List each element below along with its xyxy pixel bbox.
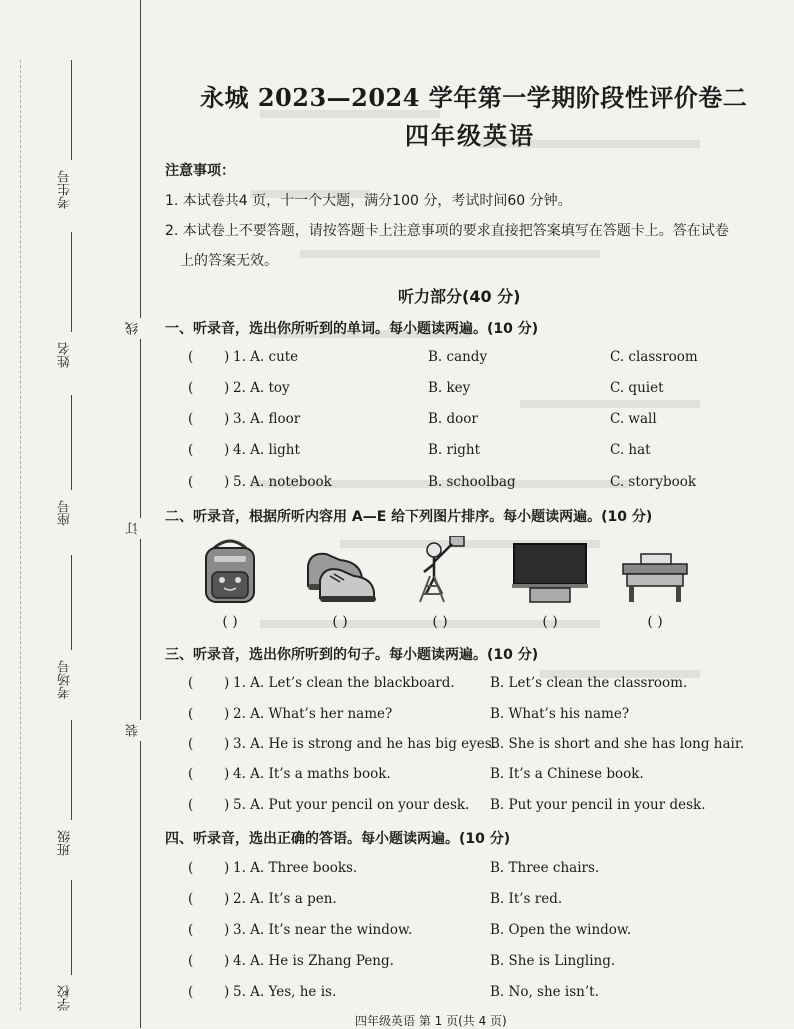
question-row	[188, 675, 788, 695]
option-a: 3. A. floor	[233, 411, 301, 427]
option-c: C. quiet	[610, 380, 664, 396]
answer-paren-close: )	[224, 411, 230, 427]
picture-row	[190, 536, 690, 636]
option-b: B. No, she isn’t.	[490, 984, 599, 1000]
option-a: 2. A. What’s her name?	[233, 706, 393, 722]
answer-paren-open[interactable]: (	[188, 706, 194, 722]
option-c: C. hat	[610, 442, 651, 458]
binding-mark-order: 订	[124, 518, 143, 539]
question-row	[188, 984, 788, 1004]
answer-paren-open[interactable]: (	[188, 984, 194, 1000]
option-a: 4. A. It’s a maths book.	[233, 766, 391, 782]
answer-paren-close: )	[224, 474, 230, 490]
option-a: 5. A. Yes, he is.	[233, 984, 337, 1000]
picture-answer-paren[interactable]: ( )	[432, 614, 448, 630]
option-a: 4. A. He is Zhang Peng.	[233, 953, 394, 969]
answer-paren-open[interactable]: (	[188, 411, 194, 427]
answer-paren-open[interactable]: (	[188, 766, 194, 782]
margin-guide-line	[20, 60, 21, 1010]
exam-subtitle: 四年级英语	[405, 122, 535, 150]
schoolbag-picture	[190, 536, 270, 604]
answer-paren-close: )	[224, 675, 230, 691]
answer-paren-open[interactable]: (	[188, 474, 194, 490]
shoes-picture	[300, 536, 380, 604]
answer-paren-open[interactable]: (	[188, 953, 194, 969]
exam-number-field[interactable]	[71, 60, 72, 160]
blackboard-picture	[510, 536, 590, 604]
answer-paren-close: )	[224, 736, 230, 752]
option-b: B. key	[428, 380, 471, 396]
answer-paren-open[interactable]: (	[188, 922, 194, 938]
answer-paren-close: )	[224, 891, 230, 907]
question-row	[188, 891, 788, 911]
binding-line	[140, 0, 141, 1028]
question-row	[188, 922, 788, 942]
option-a: 1. A. Let’s clean the blackboard.	[233, 675, 455, 691]
answer-paren-open[interactable]: (	[188, 891, 194, 907]
answer-paren-close: )	[224, 953, 230, 969]
exam-title: 永城 2023—2024 学年第一学期阶段性评价卷二	[200, 83, 748, 112]
answer-paren-close: )	[224, 860, 230, 876]
answer-paren-open[interactable]: (	[188, 797, 194, 813]
answer-paren-close: )	[224, 797, 230, 813]
picture-answer-paren[interactable]: ( )	[222, 614, 238, 630]
exam-number-label: 考生号	[58, 170, 73, 209]
option-b: B. right	[428, 442, 481, 458]
answer-paren-close: )	[224, 380, 230, 396]
seat-number-field[interactable]	[71, 395, 72, 490]
note-item: 上的答案无效。	[180, 253, 278, 269]
option-b: B. What’s his name?	[490, 706, 630, 722]
notes-heading: 注意事项：	[165, 163, 235, 179]
answer-paren-close: )	[224, 349, 230, 365]
name-label: 姓名	[58, 342, 73, 368]
question-row	[188, 349, 788, 369]
seat-number-label: 座号	[58, 500, 73, 526]
question-row	[188, 953, 788, 973]
picture-answer-paren[interactable]: ( )	[332, 614, 348, 630]
answer-paren-close: )	[224, 706, 230, 722]
child-light-picture	[400, 536, 480, 604]
question-row	[188, 797, 788, 817]
section-2-heading: 二、听录音，根据所听内容用 A—E 给下列图片排序。每小题读两遍。(10 分)	[165, 509, 653, 525]
question-row	[188, 442, 788, 462]
school-field[interactable]	[71, 880, 72, 975]
option-a: 3. A. It’s near the window.	[233, 922, 413, 938]
option-c: C. wall	[610, 411, 657, 427]
option-b: B. schoolbag	[428, 474, 516, 490]
option-a: 4. A. light	[233, 442, 300, 458]
option-b: B. Let’s clean the classroom.	[490, 675, 688, 691]
question-row	[188, 766, 788, 786]
desk-picture	[615, 536, 695, 604]
option-a: 2. A. It’s a pen.	[233, 891, 337, 907]
note-item: 1. 本试卷共4 页，十一个大题，满分100 分，考试时间60 分钟。	[165, 193, 572, 209]
option-b: B. candy	[428, 349, 488, 365]
section-3-heading: 三、听录音，选出你所听到的句子。每小题读两遍。(10 分)	[165, 647, 539, 663]
section-4-heading: 四、听录音，选出正确的答语。每小题读两遍。(10 分)	[165, 831, 511, 847]
option-b: B. She is Lingling.	[490, 953, 616, 969]
class-field[interactable]	[71, 720, 72, 820]
picture-answer-paren[interactable]: ( )	[542, 614, 558, 630]
answer-paren-close: )	[224, 442, 230, 458]
option-c: C. classroom	[610, 349, 698, 365]
option-b: B. Put your pencil in your desk.	[490, 797, 706, 813]
picture-answer-paren[interactable]: ( )	[647, 614, 663, 630]
question-row	[188, 706, 788, 726]
note-item: 2. 本试卷上不要答题，请按答题卡上注意事项的要求直接把答案填写在答题卡上。答在试卷	[165, 223, 729, 239]
option-b: B. door	[428, 411, 478, 427]
option-a: 5. A. Put your pencil on your desk.	[233, 797, 470, 813]
school-label: 学校	[58, 985, 73, 1011]
option-c: C. storybook	[610, 474, 697, 490]
question-row	[188, 860, 788, 880]
answer-paren-open[interactable]: (	[188, 380, 194, 396]
binding-mark-install: 装	[124, 720, 143, 741]
name-field[interactable]	[71, 232, 72, 332]
exam-room-field[interactable]	[71, 555, 72, 650]
page-footer: 四年级英语 第 1 页(共 4 页)	[355, 1014, 507, 1028]
option-a: 1. A. Three books.	[233, 860, 358, 876]
option-b: B. Three chairs.	[490, 860, 600, 876]
question-row	[188, 411, 788, 431]
option-a: 1. A. cute	[233, 349, 299, 365]
option-b: B. It’s red.	[490, 891, 563, 907]
option-a: 2. A. toy	[233, 380, 290, 396]
question-row	[188, 380, 788, 400]
exam-room-label: 考场号	[58, 660, 73, 699]
answer-paren-open[interactable]: (	[188, 860, 194, 876]
answer-paren-open[interactable]: (	[188, 675, 194, 691]
answer-paren-open[interactable]: (	[188, 736, 194, 752]
answer-paren-open[interactable]: (	[188, 442, 194, 458]
answer-paren-close: )	[224, 984, 230, 1000]
class-label: 班级	[58, 830, 73, 856]
listening-section-title: 听力部分(40 分)	[398, 287, 521, 306]
question-row	[188, 736, 788, 756]
option-b: B. Open the window.	[490, 922, 632, 938]
option-a: 3. A. He is strong and he has big eyes.	[233, 736, 496, 752]
binding-mark-line: 线	[124, 318, 143, 339]
option-b: B. She is short and she has long hair.	[490, 736, 745, 752]
answer-paren-open[interactable]: (	[188, 349, 194, 365]
answer-paren-close: )	[224, 922, 230, 938]
option-b: B. It’s a Chinese book.	[490, 766, 644, 782]
section-1-heading: 一、听录音，选出你所听到的单词。每小题读两遍。(10 分)	[165, 321, 539, 337]
answer-paren-close: )	[224, 766, 230, 782]
question-row	[188, 474, 788, 494]
option-a: 5. A. notebook	[233, 474, 332, 490]
